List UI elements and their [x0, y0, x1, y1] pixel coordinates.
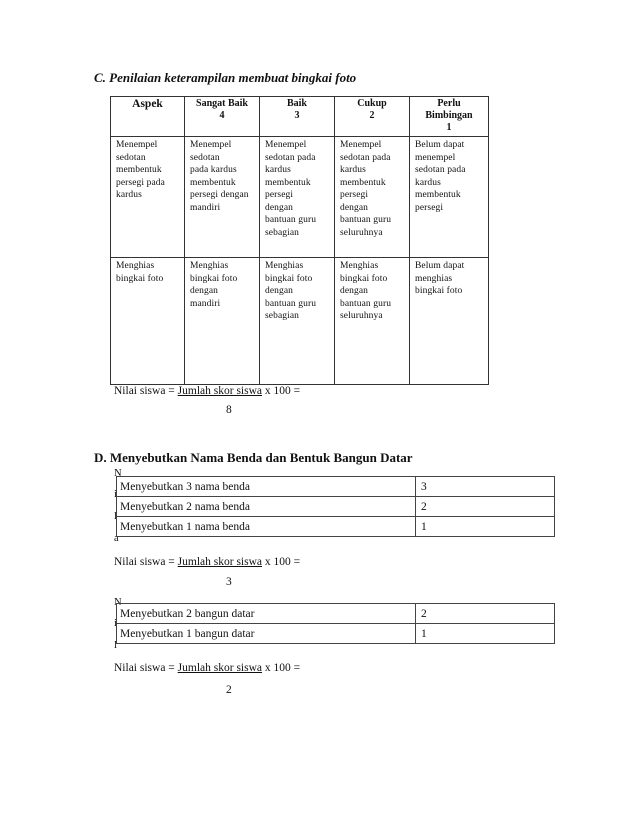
rubric-cell: Menempel sedotan membentuk persegi pada kardus: [111, 137, 185, 258]
rubric-header-perlu-bimbingan: Perlu Bimbingan 1: [410, 97, 489, 137]
stray-letter: l: [114, 640, 117, 651]
stray-letter: i: [114, 618, 117, 629]
formula-numerator: Jumlah skor siswa: [177, 662, 263, 674]
criteria-cell: Menyebutkan 2 bangun datar: [117, 604, 416, 624]
section-c-title: C. Penilaian keterampilan membuat bingkai foto: [94, 70, 357, 85]
formula-denominator: 2: [226, 684, 232, 696]
score-cell: 1: [416, 624, 555, 644]
score-cell: 1: [416, 517, 555, 537]
section-d-title: D. Menyebutkan Nama Benda dan Bentuk Bangun Datar: [94, 450, 413, 465]
score-formula: [114, 662, 300, 674]
score-formula: [114, 385, 300, 397]
rubric-cell: Menghias bingkai foto dengan mandiri: [185, 258, 260, 385]
rubric-header-sangat-baik: Sangat Baik 4: [185, 97, 260, 137]
rubric-cell: Menempel sedotan pada kardus membentuk persegi dengan mandiri: [185, 137, 260, 258]
plane-shapes-score-table: [116, 603, 555, 644]
rubric-header-cukup: Cukup 2: [335, 97, 410, 137]
formula-numerator: Jumlah skor siswa: [177, 385, 263, 397]
table-row: [117, 624, 555, 644]
stray-letter: a: [114, 533, 119, 544]
table-row: [117, 604, 555, 624]
stray-letter: i: [114, 489, 117, 500]
formula-numerator: Jumlah skor siswa: [177, 556, 263, 568]
rubric-cell: Menghias bingkai foto: [111, 258, 185, 385]
formula-tail: x 100 =: [262, 556, 301, 568]
criteria-cell: Menyebutkan 1 nama benda: [117, 517, 416, 537]
rubric-cell: Menempel sedotan pada kardus membentuk persegi dengan bantuan guru sebagian: [260, 137, 335, 258]
rubric-cell: Belum dapat menghias bingkai foto: [410, 258, 489, 385]
stray-letter: N: [114, 468, 122, 479]
rubric-cell: Belum dapat menempel sedotan pada kardus membentuk persegi: [410, 137, 489, 258]
table-row: [117, 497, 555, 517]
object-names-score-table: [116, 476, 555, 537]
formula-lead: Nilai siswa =: [114, 556, 178, 568]
criteria-cell: Menyebutkan 2 nama benda: [117, 497, 416, 517]
formula-tail: x 100 =: [262, 662, 301, 674]
rubric-header-row: [111, 97, 489, 137]
rubric-row: [111, 137, 489, 258]
table-row: [117, 477, 555, 497]
formula-denominator: 8: [226, 404, 232, 416]
rubric-header-baik: Baik 3: [260, 97, 335, 137]
score-cell: 2: [416, 497, 555, 517]
criteria-cell: Menyebutkan 3 nama benda: [117, 477, 416, 497]
score-cell: 2: [416, 604, 555, 624]
formula-denominator: 3: [226, 576, 232, 588]
formula-lead: Nilai siswa =: [114, 662, 178, 674]
score-formula: [114, 556, 300, 568]
rubric-header-aspek: Aspek: [111, 97, 185, 137]
stray-letter: l: [114, 511, 117, 522]
rubric-cell: Menghias bingkai foto dengan bantuan guru sebagian: [260, 258, 335, 385]
formula-lead: Nilai siswa =: [114, 385, 178, 397]
criteria-cell: Menyebutkan 1 bangun datar: [117, 624, 416, 644]
rubric-row: [111, 258, 489, 385]
rubric-cell: Menghias bingkai foto dengan bantuan guru seluruhnya: [335, 258, 410, 385]
formula-tail: x 100 =: [262, 385, 301, 397]
table-row: [117, 517, 555, 537]
stray-letter: N: [114, 597, 122, 608]
score-cell: 3: [416, 477, 555, 497]
skills-rubric-table: [110, 96, 489, 385]
rubric-cell: Menempel sedotan pada kardus membentuk persegi dengan bantuan guru seluruhnya: [335, 137, 410, 258]
